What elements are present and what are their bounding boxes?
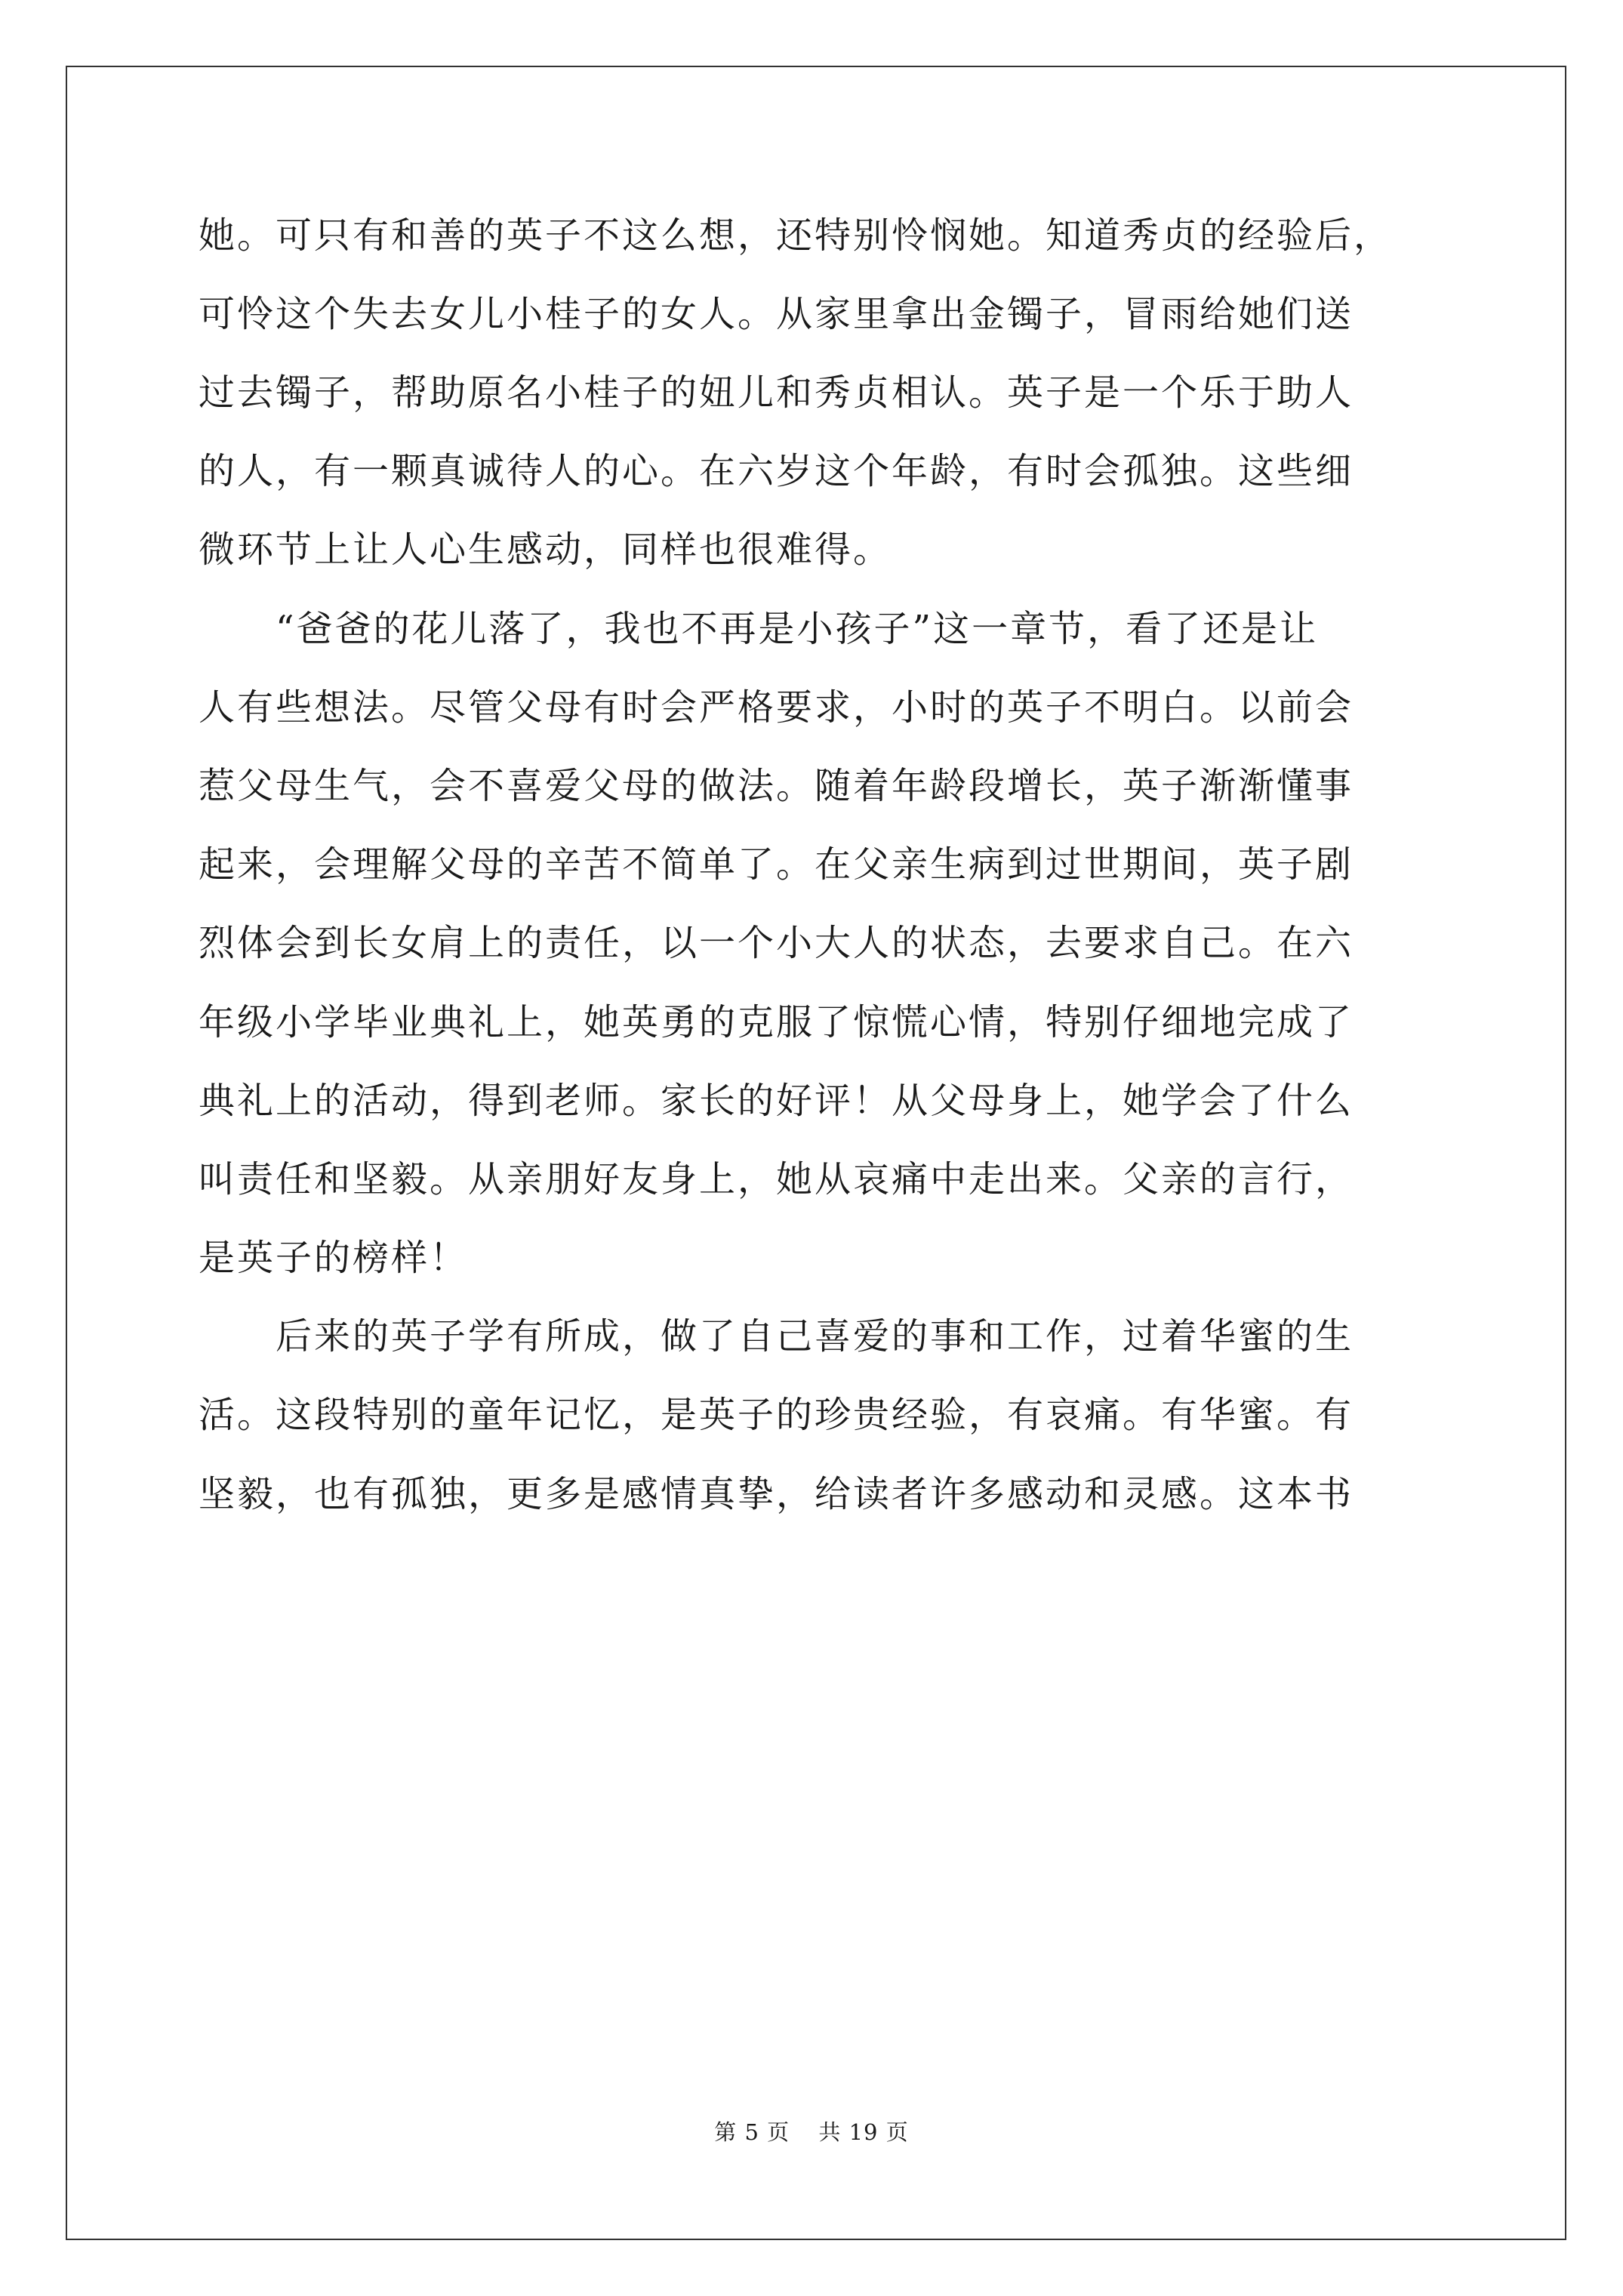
text-line: 微环节上让人心生感动，同样也很难得。 [199,529,892,571]
text-line: 坚毅，也有孤独，更多是感情真挚，给读者许多感动和灵感。这本书 [199,1473,1354,1515]
text-line: 她。可只有和善的英子不这么想，还特别怜悯她。知道秀贞的经验后， [199,214,1393,257]
text-line: 过去镯子，帮助原名小桂子的妞儿和秀贞相认。英子是一个乐于助人 [199,371,1354,414]
page-footer [0,2119,1623,2146]
text-line: 叫责任和坚毅。从亲朋好友身上，她从哀痛中走出来。父亲的言行， [199,1158,1354,1200]
text-line: 起来，会理解父母的辛苦不简单了。在父亲生病到过世期间，英子剧 [199,843,1354,886]
text-line: 年级小学毕业典礼上，她英勇的克服了惊慌心情，特别仔细地完成了 [199,1001,1354,1043]
text-line: 后来的英子学有所成，做了自己喜爱的事和工作，过着华蜜的生 [199,1315,1354,1358]
text-line: 烈体会到长女肩上的责任，以一个小大人的状态，去要求自己。在六 [199,922,1354,964]
text-line: 人有些想法。尽管父母有时会严格要求，小时的英子不明白。以前会 [199,686,1354,729]
text-line: 可怜这个失去女儿小桂子的女人。从家里拿出金镯子，冒雨给她们送 [199,293,1354,335]
page-number-total: 共 19 页 [818,2119,909,2145]
text-line: “爸爸的花儿落了，我也不再是小孩子”这一章节，看了还是让 [199,608,1319,650]
text-line: 典礼上的活动，得到老师。家长的好评！从父母身上，她学会了什么 [199,1080,1354,1122]
text-line: 的人，有一颗真诚待人的心。在六岁这个年龄，有时会孤独。这些细 [199,450,1354,492]
page-number-current: 第 5 页 [714,2119,790,2145]
text-line: 活。这段特别的童年记忆，是英子的珍贵经验，有哀痛。有华蜜。有 [199,1394,1354,1436]
text-line: 是英子的榜样！ [199,1237,469,1279]
text-line: 惹父母生气，会不喜爱父母的做法。随着年龄段增长，英子渐渐懂事 [199,765,1354,807]
